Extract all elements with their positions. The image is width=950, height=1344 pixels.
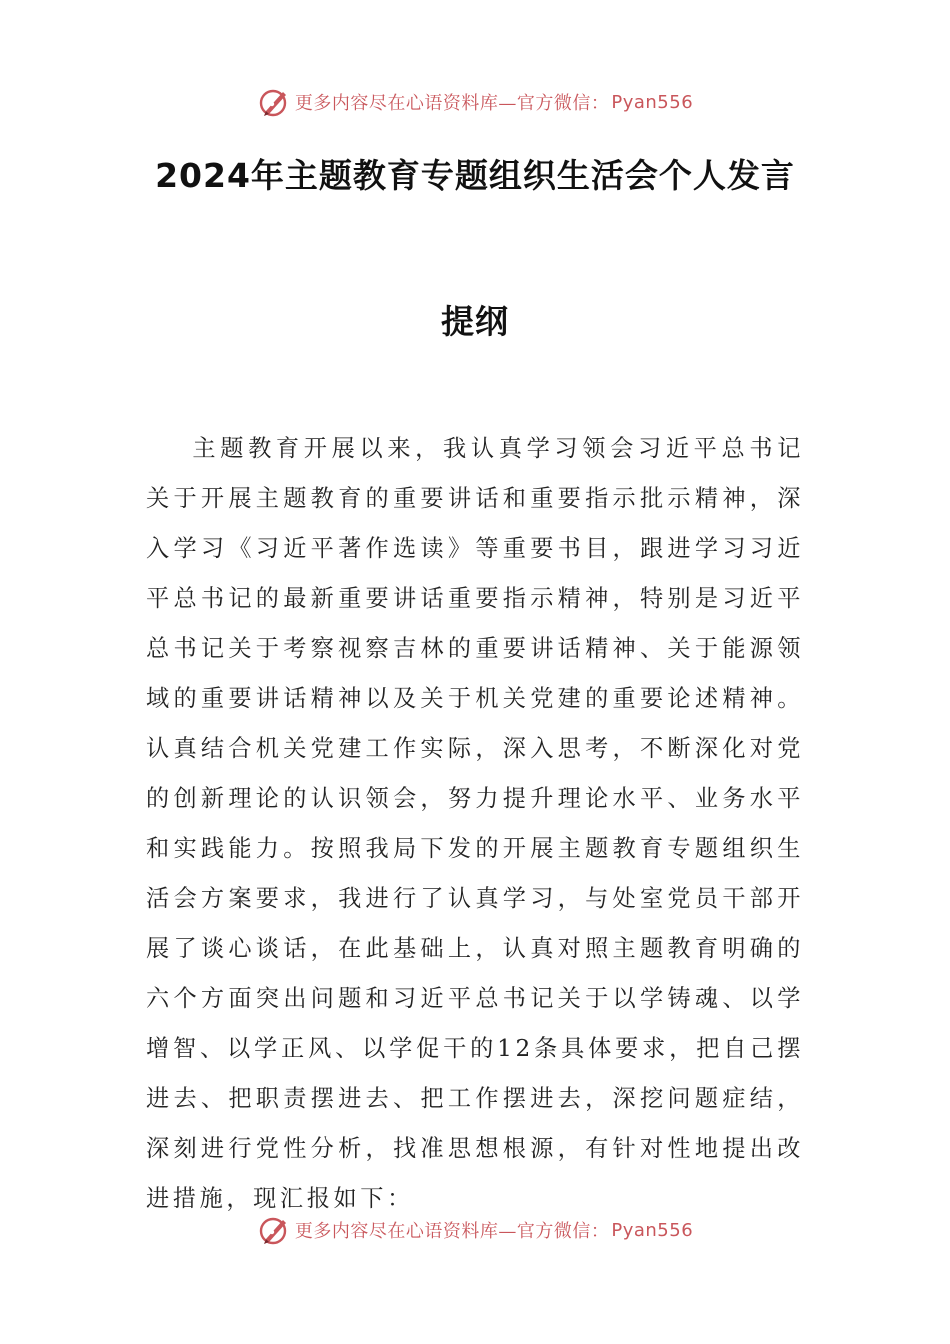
footer-watermark	[0, 1210, 950, 1250]
watermark-text: 更多内容尽在心语资料库—官方微信：	[294, 93, 610, 114]
document-title-line-1: 2024年主题教育专题组织生活会个人发言	[155, 156, 795, 195]
document-title-line-2: 提纲	[441, 302, 509, 341]
pen-logo-icon	[257, 1213, 291, 1247]
header-watermark	[0, 82, 950, 122]
watermark-wechat-id: Pyan556	[611, 1219, 694, 1241]
watermark-text: 更多内容尽在心语资料库—官方微信：	[294, 1221, 610, 1242]
body-paragraph: 主题教育开展以来，我认真学习领会习近平总书记关于开展主题教育的重要讲话和重要指示批示精神，深入学习《习近平著作选读》等重要书目，跟进学习习近平总书记的最新重要讲话重要指示精神，特别是习近平总书记关于考察视察吉林的重要讲话精神、关于能源领域的重要讲话精神以及关于机关党建的重要论述精神。认真结合机关党建工作实际，深入思考，不断深化对党的创新理论的认识领会，努力提升理论水平、业务水平和实践能力。按照我局下发的开展主题教育专题组织生活会方案要求，我进行了认真学习，与处室党员干部开展了谈心谈话，在此基础上，认真对照主题教育明确的六个方面突出问题和习近平总书记关于以学铸魂、以学增智、以学正风、以学促干的12条具体要求，把自己摆进去、把职责摆进去、把工作摆进去，深挖问题症结，深刻进行党性分析，找准思想根源，有针对性地提出改进措施，现汇报如下：	[146, 435, 804, 1212]
watermark-wechat-id: Pyan556	[611, 91, 694, 113]
pen-logo-icon	[257, 85, 291, 119]
